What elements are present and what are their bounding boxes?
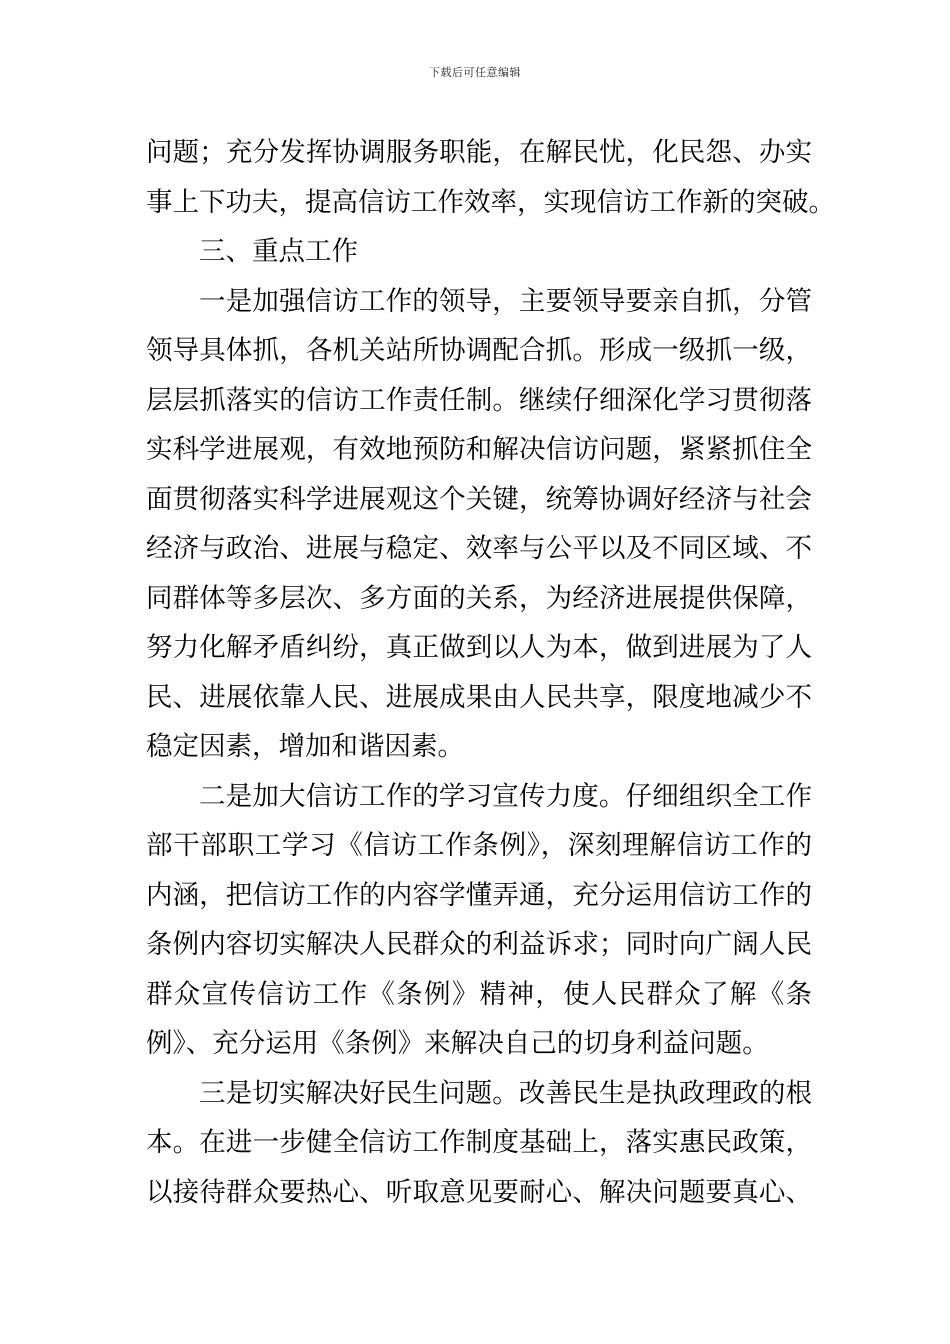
text-line: 层层抓落实的信访工作责任制。继续仔细深化学习贯彻落 — [146, 384, 812, 416]
text-line: 面贯彻落实科学进展观这个关键，统筹协调好经济与社会 — [146, 483, 812, 515]
text-line: 本。在进一步健全信访工作制度基础上，落实惠民政策， — [146, 1127, 812, 1158]
text-line: 经济与政治、进展与稳定、效率与公平以及不同区域、不 — [146, 533, 812, 564]
section-heading: 三、重点工作 — [199, 236, 358, 267]
text-line: 以接待群众要热心、听取意见要耐心、解决问题要真心、 — [146, 1176, 812, 1208]
page-header: 下载后可任意编辑 — [429, 66, 521, 79]
text-line: 实科学进展观，有效地预防和解决信访问题，紧紧抓住全 — [146, 434, 812, 465]
text-line: 事上下功夫，提高信访工作效率，实现信访工作新的突破。 — [146, 186, 835, 218]
text-line: 二是加大信访工作的学习宣传力度。仔细组织全工作 — [199, 780, 812, 812]
text-line: 群众宣传信访工作《条例》精神，使人民群众了解《条 — [146, 978, 812, 1010]
text-line: 民、进展依靠人民、进展成果由人民共享，限度地减少不 — [146, 681, 812, 713]
text-line: 领导具体抓，各机关站所协调配合抓。形成一级抓一级， — [146, 335, 812, 366]
text-line: 三是切实解决好民生问题。改善民生是执政理政的根 — [199, 1077, 812, 1109]
text-line: 部干部职工学习《信访工作条例》，深刻理解信访工作的 — [146, 830, 812, 861]
text-line: 一是加强信访工作的领导，主要领导要亲自抓，分管 — [199, 285, 812, 317]
text-line: 内涵，把信访工作的内容学懂弄通，充分运用信访工作的 — [146, 879, 812, 911]
text-line: 同群体等多层次、多方面的关系，为经济进展提供保障， — [146, 582, 812, 614]
text-line: 例》、充分运用《条例》来解决自己的切身利益问题。 — [146, 1028, 769, 1059]
text-line: 努力化解矛盾纠纷，真正做到以人为本，做到进展为了人 — [146, 632, 812, 663]
document-body — [146, 128, 835, 1217]
text-line: 问题；充分发挥协调服务职能，在解民忧，化民怨、办实 — [146, 137, 812, 168]
text-line: 稳定因素，增加和谐因素。 — [146, 731, 464, 762]
text-line: 条例内容切实解决人民群众的利益诉求；同时向广阔人民 — [146, 929, 812, 960]
